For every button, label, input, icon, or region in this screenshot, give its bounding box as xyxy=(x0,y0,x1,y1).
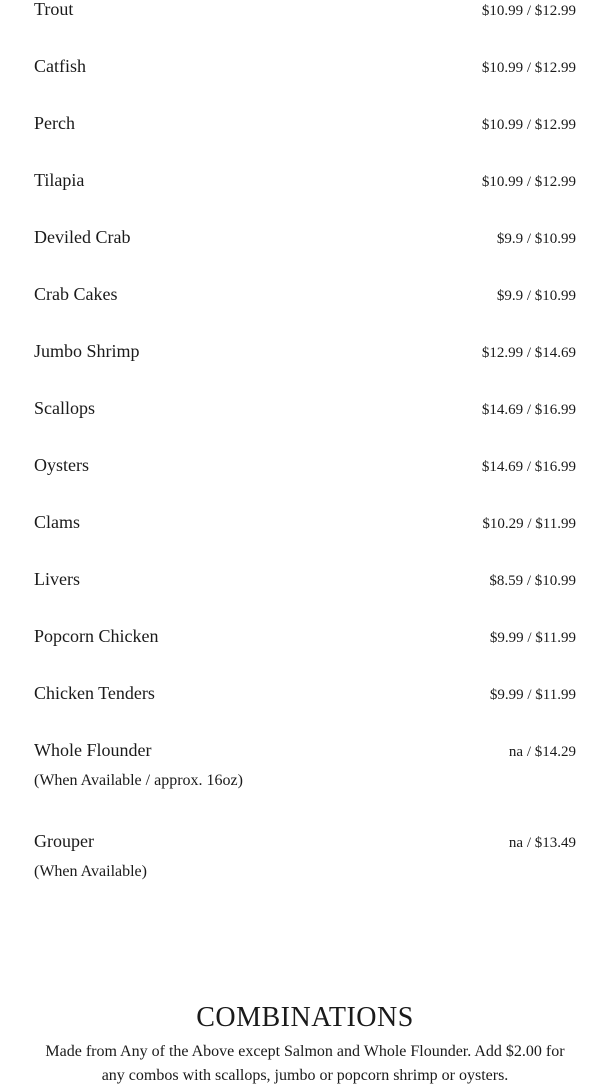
menu-item xyxy=(34,560,576,617)
menu-item-name: Popcorn Chicken xyxy=(34,626,159,646)
menu-item-note: (When Available) xyxy=(34,863,147,880)
menu-item xyxy=(34,161,576,218)
menu-item-info xyxy=(34,397,95,419)
menu-item-price: na / $14.29 xyxy=(508,744,576,760)
menu-item-price: $9.9 / $10.99 xyxy=(496,288,576,304)
menu-item-info xyxy=(34,169,84,191)
menu-item-name: Scallops xyxy=(34,398,95,418)
menu-item-name: Oysters xyxy=(34,455,89,475)
menu-item-price: $10.99 / $12.99 xyxy=(481,60,576,76)
menu-item-price: $12.99 / $14.69 xyxy=(481,345,576,361)
menu-item xyxy=(34,47,576,104)
menu-item-price: $14.69 / $16.99 xyxy=(481,402,576,418)
menu-item xyxy=(34,218,576,275)
menu-item-info xyxy=(34,112,75,134)
menu-item-price: $10.99 / $12.99 xyxy=(481,174,576,190)
menu-item xyxy=(34,389,576,446)
menu-item-info xyxy=(34,0,73,20)
menu-item xyxy=(34,332,576,389)
menu-item-name: Grouper xyxy=(34,831,94,851)
menu-item-name: Whole Flounder xyxy=(34,740,152,760)
menu-item xyxy=(34,617,576,674)
menu-item-info xyxy=(34,340,140,362)
menu-item xyxy=(34,446,576,503)
menu-item-info xyxy=(34,511,80,533)
menu-list xyxy=(34,0,576,913)
menu-item xyxy=(34,503,576,560)
menu-item xyxy=(34,731,576,822)
menu-item-name: Clams xyxy=(34,512,81,532)
menu-item-name: Livers xyxy=(34,569,80,589)
menu-item-price: $10.99 / $12.99 xyxy=(481,3,576,19)
menu-item-info xyxy=(34,830,147,882)
menu-item-note: (When Available / approx. 16oz) xyxy=(34,772,243,789)
menu-item-price: $10.29 / $11.99 xyxy=(482,516,576,532)
menu-item-info xyxy=(34,454,89,476)
menu-item xyxy=(34,674,576,731)
combinations-section xyxy=(34,1000,576,1088)
menu-item-name: Chicken Tenders xyxy=(34,683,155,703)
menu-item-price: $9.9 / $10.99 xyxy=(496,231,576,247)
menu-item-name: Deviled Crab xyxy=(34,227,131,247)
menu-item-info xyxy=(34,739,243,791)
menu-item-name: Crab Cakes xyxy=(34,284,118,304)
menu-item-price: $9.99 / $11.99 xyxy=(489,687,576,703)
menu-item-info xyxy=(34,625,158,647)
menu-item-name: Trout xyxy=(34,0,74,19)
menu-item-price: $14.69 / $16.99 xyxy=(481,459,576,475)
menu-item-name: Perch xyxy=(34,113,75,133)
menu-item xyxy=(34,822,576,913)
menu-item-info xyxy=(34,55,86,77)
menu-item-info xyxy=(34,283,117,305)
menu-item-name: Tilapia xyxy=(34,170,85,190)
menu-item-info xyxy=(34,226,130,248)
menu-item xyxy=(34,104,576,161)
menu-item-price: $8.59 / $10.99 xyxy=(489,573,576,589)
combinations-description: Made from Any of the Above except Salmon and Whole Flounder. Add $2.00 for any combos with scallops, jumbo or popcorn shrimp or oysters. xyxy=(45,1043,565,1084)
menu-item-price: $10.99 / $12.99 xyxy=(481,117,576,133)
menu-item-info xyxy=(34,568,80,590)
menu-item-price: $9.99 / $11.99 xyxy=(489,630,576,646)
menu-item-info xyxy=(34,682,155,704)
menu-item xyxy=(34,0,576,47)
menu-item xyxy=(34,275,576,332)
menu-item-price: na / $13.49 xyxy=(508,835,576,851)
menu-item-name: Catfish xyxy=(34,56,86,76)
menu-item-name: Jumbo Shrimp xyxy=(34,341,140,361)
combinations-title: COMBINATIONS xyxy=(196,1002,414,1033)
